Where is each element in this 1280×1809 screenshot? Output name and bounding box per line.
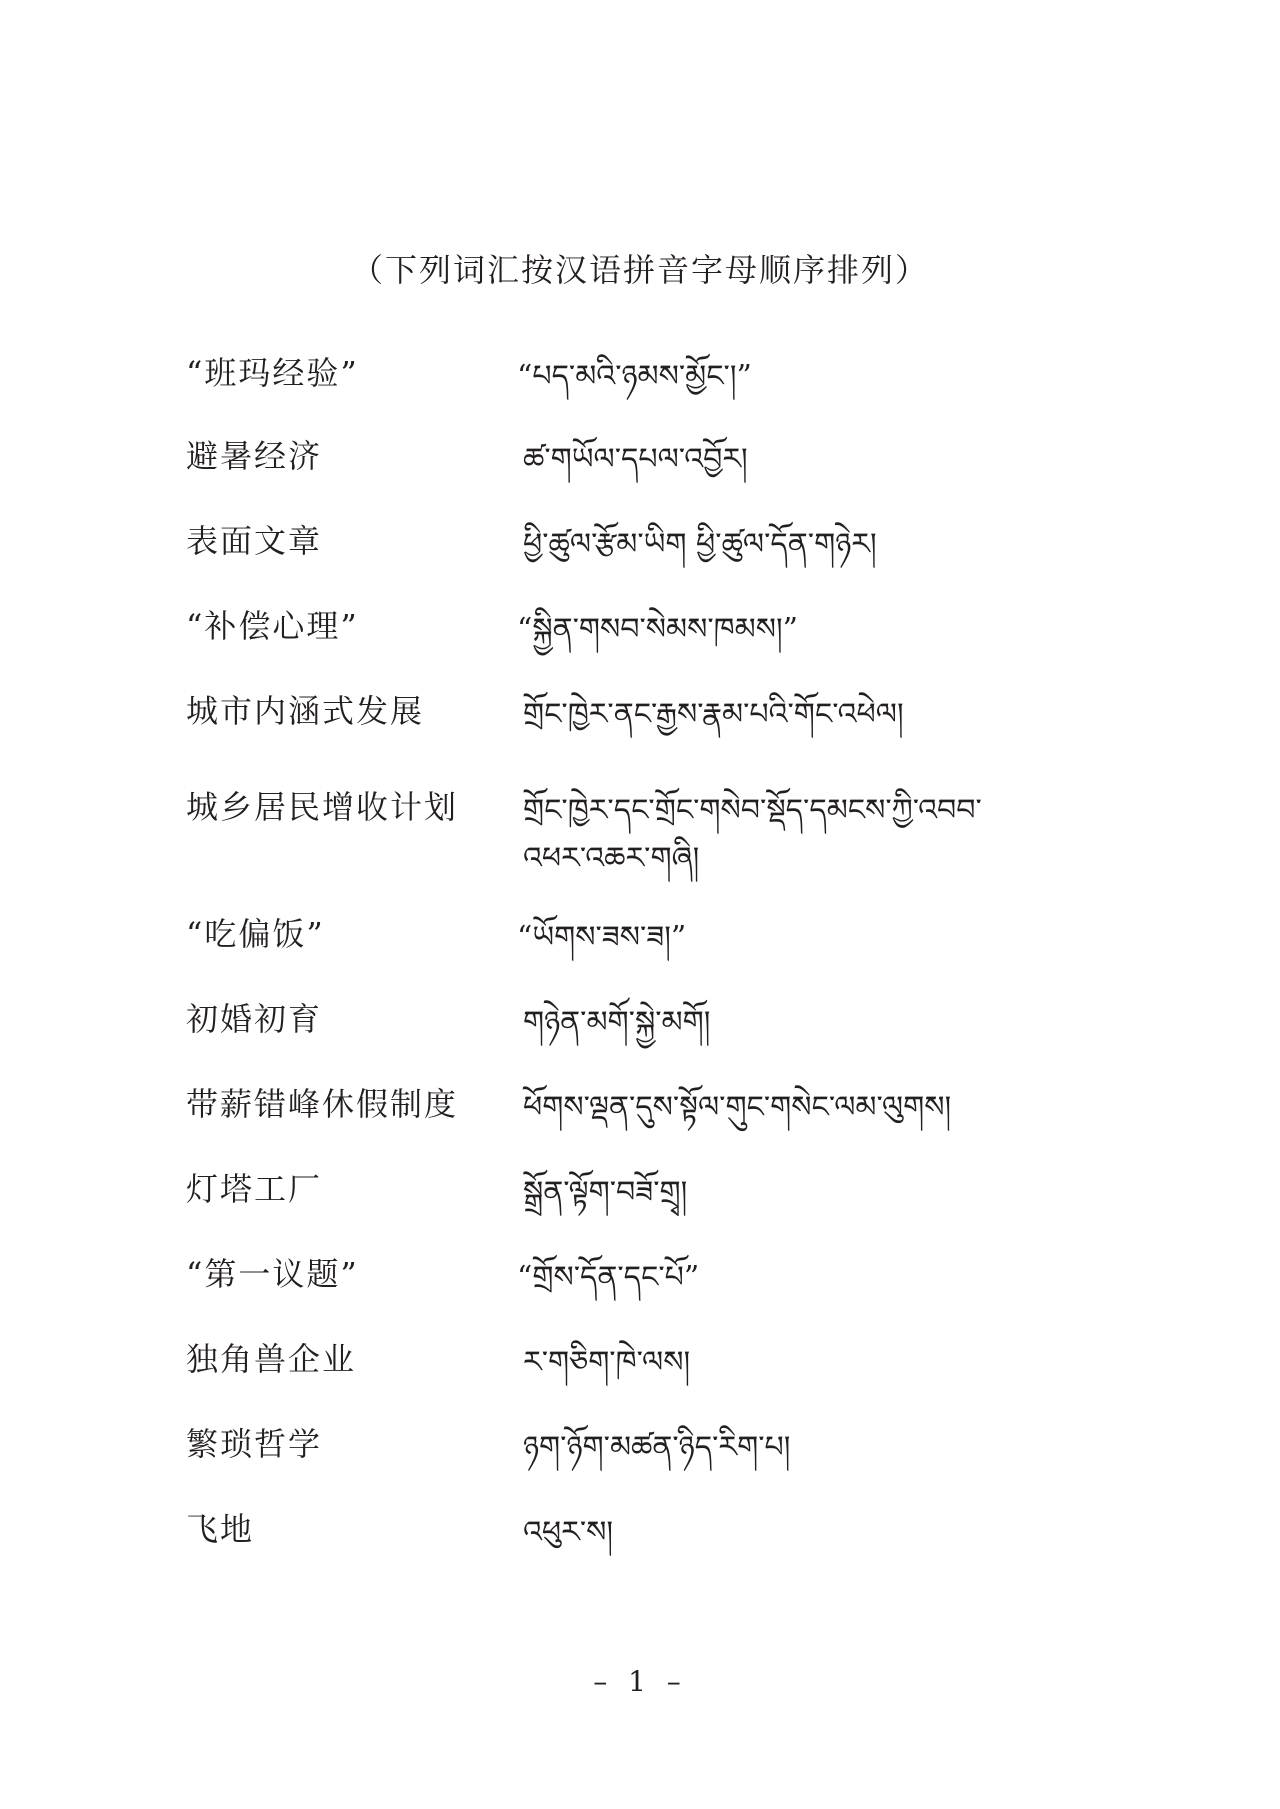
entry-tibetan: གཉེན་མགོ་སྐྱེ་མགོ། bbox=[523, 1005, 711, 1040]
entry-chinese: 繁琐哲学 bbox=[186, 1425, 323, 1463]
entry-tibetan: འཕུར་ས། bbox=[523, 1515, 614, 1550]
entry-chinese: “第一议题” bbox=[186, 1255, 359, 1293]
entry-chinese: 带薪错峰休假制度 bbox=[186, 1085, 459, 1123]
entry-chinese: 城市内涵式发展 bbox=[186, 692, 425, 730]
entry-tibetan: “གྲོས་དོན་དང་པོ” bbox=[517, 1260, 700, 1295]
entry-tibetan: ཕྱི་ཚུལ་རྩོམ་ཡིག ཕྱི་ཚུལ་དོན་གཉེར། bbox=[523, 527, 877, 562]
entry-tibetan: ར་གཅིག་ཁེ་ལས། bbox=[523, 1345, 691, 1380]
entry-tibetan: སྒྲོན་ལྟོག་བཟོ་གྲྭ། bbox=[523, 1175, 688, 1210]
entry-tibetan: ཕོགས་ལྡན་དུས་སྟོལ་གུང་གསེང་ལམ་ལུགས། bbox=[523, 1090, 952, 1125]
entry-chinese: 灯塔工厂 bbox=[186, 1170, 323, 1208]
entry-chinese: 城乡居民增收计划 bbox=[186, 788, 459, 826]
entry-tibetan: “སྐྱིན་གསབ་སེམས་ཁམས།” bbox=[517, 612, 798, 647]
entry-tibetan: ཉག་ཉོག་མཚན་ཉིད་རིག་པ། bbox=[523, 1430, 791, 1465]
entry-chinese: “补偿心理” bbox=[186, 607, 359, 645]
entry-chinese: 独角兽企业 bbox=[186, 1340, 357, 1378]
entry-tibetan: “ཡོགས་ཟས་ཟ།” bbox=[517, 920, 687, 955]
entry-tibetan: “པད་མའི་ཉམས་མྱོང་།” bbox=[517, 359, 752, 394]
page-number: – 1 – bbox=[593, 1665, 687, 1698]
entry-chinese: 飞地 bbox=[186, 1510, 255, 1548]
page-header: （下列词汇按汉语拼音字母顺序排列） bbox=[350, 251, 929, 289]
entry-tibetan: ཚ་གཡོལ་དཔལ་འབྱོར། bbox=[523, 442, 748, 477]
entry-tibetan: གྲོང་ཁྱེར་ནང་རྒྱས་རྣམ་པའི་གོང་འཕེལ། bbox=[523, 697, 904, 732]
entry-chinese: “吃偏饭” bbox=[186, 915, 325, 953]
entry-chinese: 表面文章 bbox=[186, 522, 323, 560]
entry-tibetan: གྲོང་ཁྱེར་དང་གྲོང་གསེབ་སྡོད་དམངས་ཀྱི་འབབ་འཕར་འཆར་གཞི། bbox=[523, 793, 982, 876]
entry-chinese: “班玛经验” bbox=[186, 354, 359, 392]
entry-chinese: 初婚初育 bbox=[186, 1000, 323, 1038]
entry-chinese: 避暑经济 bbox=[186, 437, 323, 475]
